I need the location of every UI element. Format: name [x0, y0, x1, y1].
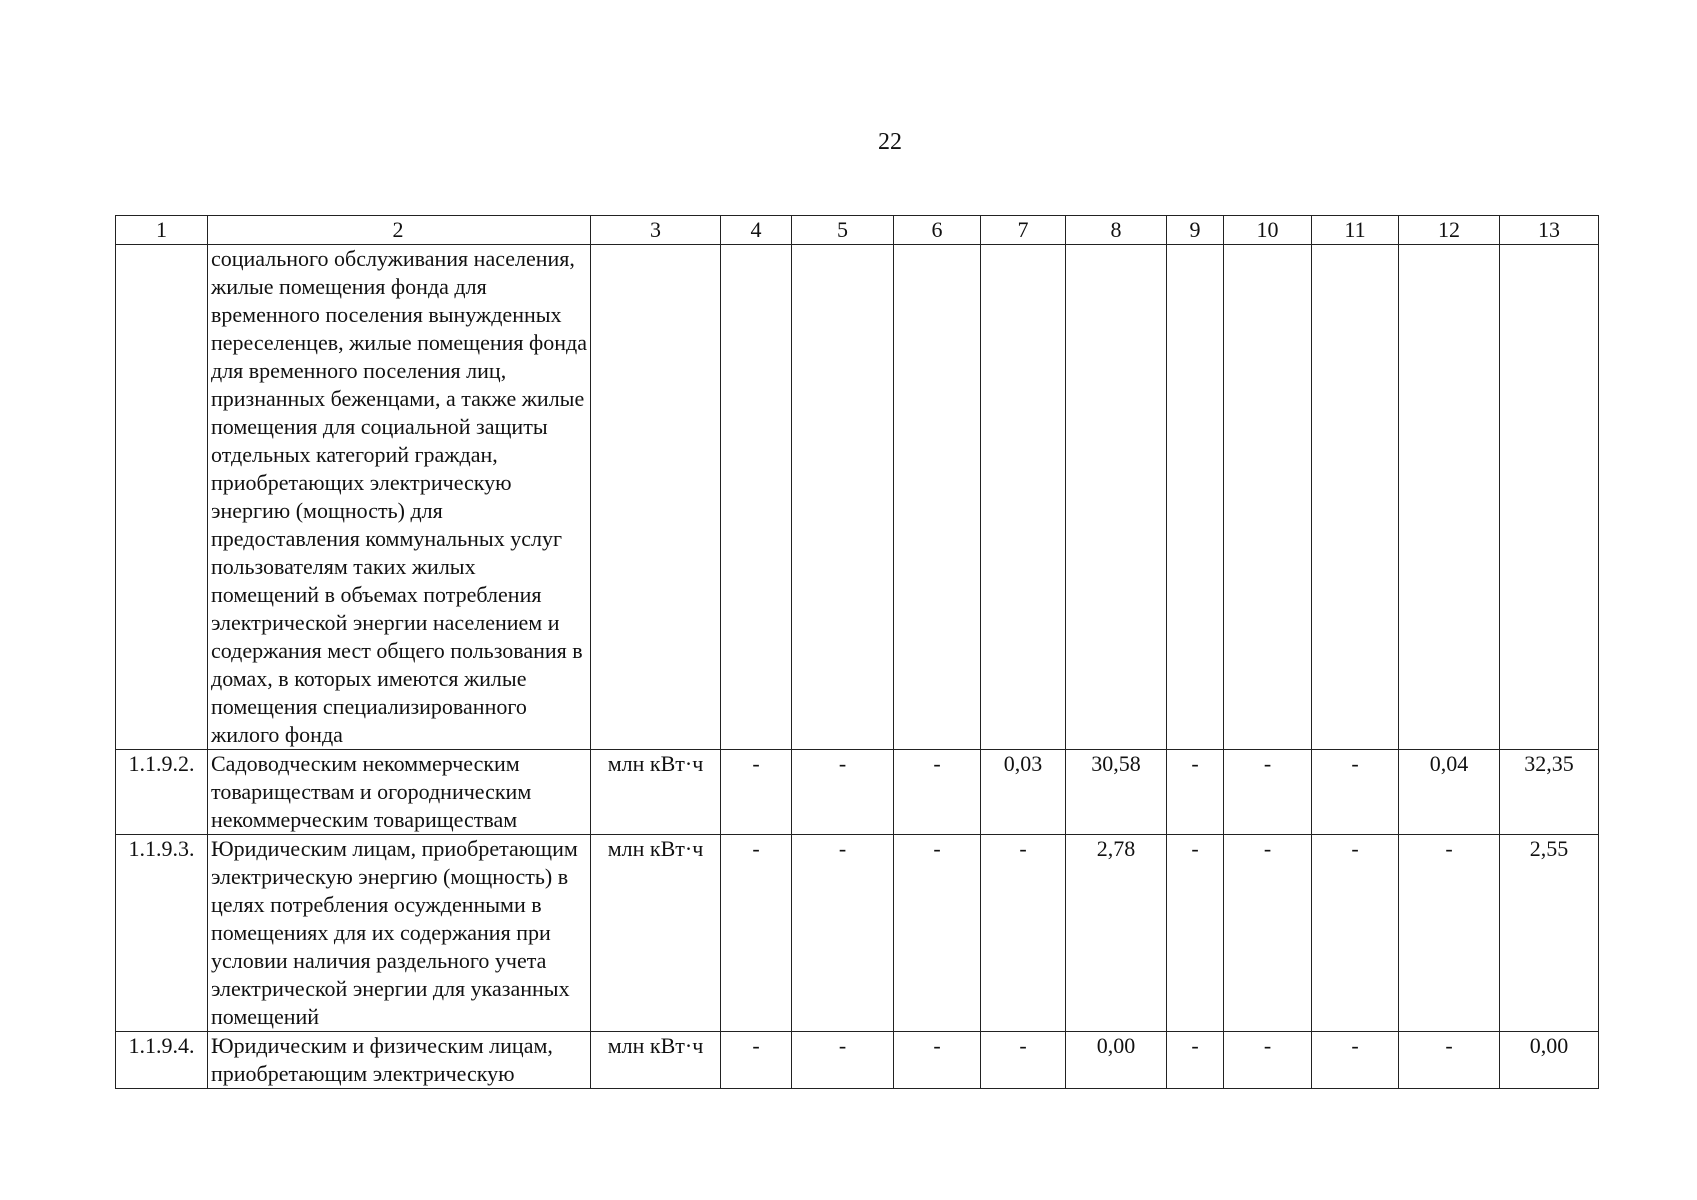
row-value: -: [981, 1032, 1066, 1089]
row-value: 0,00: [1066, 1032, 1167, 1089]
row-value: -: [1224, 750, 1312, 835]
row-value: -: [894, 1032, 981, 1089]
row-value: -: [721, 1032, 792, 1089]
row-value: 30,58: [1066, 750, 1167, 835]
row-value: [1399, 245, 1500, 750]
column-header: 9: [1167, 216, 1224, 245]
column-header: 8: [1066, 216, 1167, 245]
row-value: -: [1312, 835, 1399, 1032]
row-value: -: [1312, 750, 1399, 835]
row-description: социального обслуживания населения, жилые помещения фонда для временного поселения вынужденных переселенцев, жилые помещения фонда для временного поселения лиц, признанных беженцами, а также жилые помещения для социальной защиты отдельных категорий граждан, приобретающих электрическую энергию (мощность) для предоставления коммунальных услуг пользователям таких жилых помещений в объемах потребления электрической энергии населением и содержания мест общего пользования в домах, в которых имеются жилые помещения специализированного жилого фонда: [208, 245, 591, 750]
row-value: -: [792, 835, 894, 1032]
row-value: -: [721, 835, 792, 1032]
row-value: -: [792, 1032, 894, 1089]
table-row: [116, 835, 1599, 1032]
row-value: [1167, 245, 1224, 750]
row-value: [981, 245, 1066, 750]
row-value: 2,55: [1500, 835, 1599, 1032]
row-unit: [591, 245, 721, 750]
column-header: 5: [792, 216, 894, 245]
row-value: -: [792, 750, 894, 835]
column-header: 6: [894, 216, 981, 245]
row-value: -: [894, 750, 981, 835]
data-table: [115, 215, 1599, 1089]
row-value: 0,04: [1399, 750, 1500, 835]
column-header: 13: [1500, 216, 1599, 245]
row-value: [894, 245, 981, 750]
column-header: 12: [1399, 216, 1500, 245]
column-header: 1: [116, 216, 208, 245]
row-description: Садоводческим некоммерческим товариществам и огородническим некоммерческим товариществам: [208, 750, 591, 835]
column-header: 3: [591, 216, 721, 245]
row-value: -: [981, 835, 1066, 1032]
column-header: 10: [1224, 216, 1312, 245]
row-description: Юридическим и физическим лицам, приобретающим электрическую: [208, 1032, 591, 1089]
row-value: -: [894, 835, 981, 1032]
column-header: 11: [1312, 216, 1399, 245]
row-value: 0,00: [1500, 1032, 1599, 1089]
row-value: 2,78: [1066, 835, 1167, 1032]
row-value: -: [1167, 835, 1224, 1032]
row-value: -: [1312, 1032, 1399, 1089]
column-header: 2: [208, 216, 591, 245]
row-value: -: [1399, 835, 1500, 1032]
page-number: 22: [878, 129, 902, 155]
row-code: [116, 245, 208, 750]
column-header: 7: [981, 216, 1066, 245]
row-unit: млн кВт·ч: [591, 835, 721, 1032]
row-unit: млн кВт·ч: [591, 750, 721, 835]
table-row: [116, 245, 1599, 750]
row-value: -: [1167, 750, 1224, 835]
row-value: [792, 245, 894, 750]
row-value: [721, 245, 792, 750]
row-code: 1.1.9.4.: [116, 1032, 208, 1089]
row-value: 0,03: [981, 750, 1066, 835]
column-header-row: [116, 216, 1599, 245]
row-unit: млн кВт·ч: [591, 1032, 721, 1089]
table-row: [116, 1032, 1599, 1089]
row-value: -: [1224, 835, 1312, 1032]
row-value: -: [1224, 1032, 1312, 1089]
row-value: 32,35: [1500, 750, 1599, 835]
column-header: 4: [721, 216, 792, 245]
row-value: [1066, 245, 1167, 750]
row-value: [1224, 245, 1312, 750]
table-row: [116, 750, 1599, 835]
row-description: Юридическим лицам, приобретающим электрическую энергию (мощность) в целях потребления осужденными в помещениях для их содержания при условии наличия раздельного учета электрической энергии для указанных помещений: [208, 835, 591, 1032]
row-value: [1500, 245, 1599, 750]
row-value: -: [1167, 1032, 1224, 1089]
row-code: 1.1.9.3.: [116, 835, 208, 1032]
row-code: 1.1.9.2.: [116, 750, 208, 835]
row-value: -: [721, 750, 792, 835]
row-value: [1312, 245, 1399, 750]
row-value: -: [1399, 1032, 1500, 1089]
